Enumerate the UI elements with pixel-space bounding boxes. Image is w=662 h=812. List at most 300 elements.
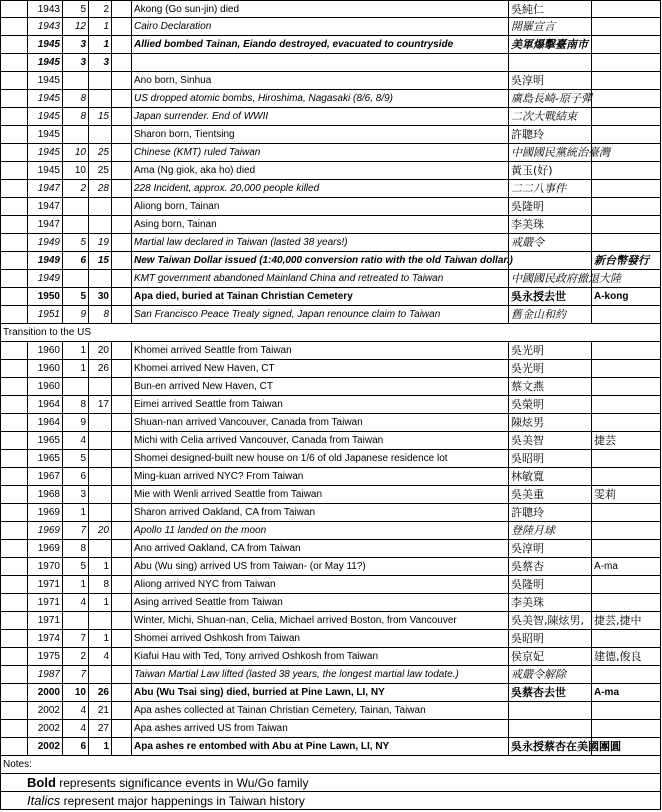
day-cell <box>89 414 112 432</box>
year-cell: 1943 <box>28 18 63 36</box>
blank-cell <box>112 360 132 378</box>
blank-cell <box>112 576 132 594</box>
chinese-name-cell: 舊金山和約 <box>509 306 592 324</box>
blank-cell <box>112 288 132 306</box>
table-row <box>0 324 662 342</box>
day-cell: 19 <box>89 234 112 252</box>
italic-keyword: Italics <box>27 793 61 808</box>
day-cell: 2 <box>89 0 112 18</box>
italic-legend-text: represent major happenings in Taiwan history <box>60 794 305 808</box>
chinese-name-cell: 黃玉(好) <box>509 162 592 180</box>
extra-note-cell: A-kong <box>592 288 661 306</box>
event-cell: Aliong born, Tainan <box>132 198 509 216</box>
year-cell: 1960 <box>28 342 63 360</box>
event-cell <box>132 54 509 72</box>
table-row <box>0 432 662 450</box>
extra-note-cell <box>592 306 661 324</box>
blank-cell <box>112 522 132 540</box>
year-cell: 1969 <box>28 504 63 522</box>
event-cell: Sharon arrived Oakland, CA from Taiwan <box>132 504 509 522</box>
chinese-name-cell: 戒嚴令解除 <box>509 666 592 684</box>
chinese-name-cell: 吳昭明 <box>509 630 592 648</box>
table-row <box>0 216 662 234</box>
chinese-name-cell: 許聰玲 <box>509 126 592 144</box>
event-cell: Winter, Michi, Shuan-nan, Celia, Michael arrived Boston, from Vancouver <box>132 612 509 630</box>
year-cell: 1965 <box>28 432 63 450</box>
table-row <box>0 576 662 594</box>
extra-note-cell: 捷芸,捷中 <box>592 612 661 630</box>
blank-cell <box>112 54 132 72</box>
month-cell <box>63 72 89 90</box>
year-cell: 1971 <box>28 594 63 612</box>
day-cell <box>89 378 112 396</box>
month-cell <box>63 216 89 234</box>
blank-cell <box>0 54 28 72</box>
year-cell: 1947 <box>28 216 63 234</box>
year-cell: 1945 <box>28 72 63 90</box>
extra-note-cell: 新台幣發行 <box>592 252 661 270</box>
day-cell: 20 <box>89 522 112 540</box>
blank-cell <box>0 378 28 396</box>
blank-cell <box>0 720 28 738</box>
blank-cell <box>112 378 132 396</box>
year-cell: 2000 <box>28 684 63 702</box>
event-cell: Apa ashes re entombed with Abu at Pine Lawn, LI, NY <box>132 738 509 756</box>
chinese-name-cell: 吳蔡杏 <box>509 558 592 576</box>
chinese-name-cell: 吳蔡杏去世 <box>509 684 592 702</box>
chinese-name-cell: 吳光明 <box>509 342 592 360</box>
month-cell <box>63 612 89 630</box>
blank-cell <box>112 180 132 198</box>
day-cell <box>89 540 112 558</box>
day-cell <box>89 450 112 468</box>
blank-cell <box>0 234 28 252</box>
year-cell: 1951 <box>28 306 63 324</box>
blank-cell <box>0 270 28 288</box>
blank-cell <box>0 144 28 162</box>
event-cell: Apa ashes collected at Tainan Christian Cemetery, Tainan, Taiwan <box>132 702 509 720</box>
extra-note-cell <box>592 738 661 756</box>
month-cell: 6 <box>63 252 89 270</box>
table-row <box>0 486 662 504</box>
blank-cell <box>0 252 28 270</box>
blank-cell <box>0 360 28 378</box>
notes-label: Notes: <box>0 756 661 774</box>
year-cell: 1945 <box>28 90 63 108</box>
table-row <box>0 0 662 18</box>
year-cell: 1945 <box>28 108 63 126</box>
chinese-name-cell: 二二八事件 <box>509 180 592 198</box>
month-cell: 6 <box>63 738 89 756</box>
extra-note-cell: 雯莉 <box>592 486 661 504</box>
notes-cell <box>0 774 661 792</box>
table-row <box>0 720 662 738</box>
blank-cell <box>0 306 28 324</box>
chinese-name-cell: 吳榮明 <box>509 396 592 414</box>
chinese-name-cell: 吳美重 <box>509 486 592 504</box>
month-cell: 8 <box>63 540 89 558</box>
chinese-name-cell: 蔡文燕 <box>509 378 592 396</box>
year-cell: 1960 <box>28 378 63 396</box>
blank-cell <box>112 252 132 270</box>
blank-cell <box>112 486 132 504</box>
event-cell: Apa ashes arrived US from Taiwan <box>132 720 509 738</box>
month-cell: 10 <box>63 162 89 180</box>
extra-note-cell <box>592 666 661 684</box>
chinese-name-cell: 吳美智,陳炫男, <box>509 612 592 630</box>
year-cell: 1964 <box>28 414 63 432</box>
month-cell <box>63 270 89 288</box>
year-cell: 1950 <box>28 288 63 306</box>
event-cell: Abu (Wu Tsai sing) died, burried at Pine Lawn, LI, NY <box>132 684 509 702</box>
extra-note-cell <box>592 414 661 432</box>
event-cell: Eimei arrived Seattle from Taiwan <box>132 396 509 414</box>
event-cell: Japan surrender. End of WWII <box>132 108 509 126</box>
event-cell: KMT government abandoned Mainland China and retreated to Taiwan <box>132 270 509 288</box>
blank-cell <box>0 684 28 702</box>
blank-cell <box>0 342 28 360</box>
day-cell: 17 <box>89 396 112 414</box>
day-cell: 21 <box>89 702 112 720</box>
month-cell: 3 <box>63 486 89 504</box>
blank-cell <box>112 306 132 324</box>
extra-note-cell <box>592 36 661 54</box>
blank-cell <box>0 630 28 648</box>
table-row <box>0 396 662 414</box>
month-cell: 4 <box>63 432 89 450</box>
day-cell: 27 <box>89 720 112 738</box>
event-cell: Chinese (KMT) ruled Taiwan <box>132 144 509 162</box>
chinese-name-cell: 開羅宣言 <box>509 18 592 36</box>
year-cell: 1945 <box>28 54 63 72</box>
year-cell: 1960 <box>28 360 63 378</box>
blank-cell <box>112 630 132 648</box>
extra-note-cell <box>592 144 661 162</box>
chinese-name-cell: 侯京妃 <box>509 648 592 666</box>
blank-cell <box>112 558 132 576</box>
table-row <box>0 702 662 720</box>
chinese-name-cell: 戒嚴令 <box>509 234 592 252</box>
day-cell: 3 <box>89 54 112 72</box>
extra-note-cell <box>592 234 661 252</box>
day-cell <box>89 90 112 108</box>
blank-cell <box>0 162 28 180</box>
chinese-name-cell: 吳美智 <box>509 432 592 450</box>
chinese-name-cell: 廣島長崎-原子彈 <box>509 90 592 108</box>
month-cell: 8 <box>63 108 89 126</box>
extra-note-cell <box>592 630 661 648</box>
event-cell: Asing arrived Seattle from Taiwan <box>132 594 509 612</box>
extra-note-cell <box>592 540 661 558</box>
extra-note-cell <box>592 108 661 126</box>
table-row <box>0 648 662 666</box>
table-row <box>0 198 662 216</box>
year-cell: 1947 <box>28 198 63 216</box>
extra-note-cell <box>592 468 661 486</box>
month-cell: 8 <box>63 90 89 108</box>
blank-cell <box>112 702 132 720</box>
chinese-name-cell <box>509 702 592 720</box>
blank-cell <box>0 522 28 540</box>
month-cell: 3 <box>63 54 89 72</box>
blank-cell <box>112 414 132 432</box>
day-cell: 25 <box>89 144 112 162</box>
blank-cell <box>0 396 28 414</box>
extra-note-cell <box>592 360 661 378</box>
day-cell: 26 <box>89 360 112 378</box>
notes-row <box>0 774 662 792</box>
extra-note-cell <box>592 450 661 468</box>
blank-cell <box>0 468 28 486</box>
day-cell <box>89 612 112 630</box>
blank-cell <box>112 270 132 288</box>
event-cell: Abu (Wu sing) arrived US from Taiwan- (or May 11?) <box>132 558 509 576</box>
table-row <box>0 180 662 198</box>
table-row <box>0 144 662 162</box>
extra-note-cell <box>592 180 661 198</box>
year-cell: 1971 <box>28 576 63 594</box>
event-cell: Martial law declared in Taiwan (lasted 38 years!) <box>132 234 509 252</box>
event-cell: Ama (Ng giok, aka ho) died <box>132 162 509 180</box>
year-cell: 1943 <box>28 0 63 18</box>
blank-cell <box>0 90 28 108</box>
blank-cell <box>0 198 28 216</box>
day-cell: 1 <box>89 630 112 648</box>
day-cell <box>89 504 112 522</box>
blank-cell <box>112 342 132 360</box>
extra-note-cell <box>592 18 661 36</box>
year-cell: 1975 <box>28 648 63 666</box>
extra-note-cell <box>592 342 661 360</box>
chinese-name-cell <box>509 720 592 738</box>
month-cell: 2 <box>63 648 89 666</box>
table-row <box>0 360 662 378</box>
table-row <box>0 270 662 288</box>
event-cell: US dropped atomic bombs, Hiroshima, Nagasaki (8/6, 8/9) <box>132 90 509 108</box>
extra-note-cell <box>592 90 661 108</box>
extra-note-cell <box>592 378 661 396</box>
month-cell: 4 <box>63 594 89 612</box>
table-row <box>0 36 662 54</box>
month-cell <box>63 378 89 396</box>
chinese-name-cell: 陳炫男 <box>509 414 592 432</box>
day-cell: 1 <box>89 594 112 612</box>
table-row <box>0 234 662 252</box>
blank-cell <box>0 594 28 612</box>
year-cell: 1945 <box>28 162 63 180</box>
blank-cell <box>112 36 132 54</box>
day-cell: 30 <box>89 288 112 306</box>
blank-cell <box>0 432 28 450</box>
chinese-name-cell <box>509 54 592 72</box>
chinese-name-cell: 林敏寬 <box>509 468 592 486</box>
chinese-name-cell: 吳隆明 <box>509 576 592 594</box>
chinese-name-cell: 吳純仁 <box>509 0 592 18</box>
event-cell: Cairo Declaration <box>132 18 509 36</box>
day-cell: 15 <box>89 108 112 126</box>
chinese-name-cell: 中國國民政府撤退大陸 <box>509 270 592 288</box>
blank-cell <box>0 648 28 666</box>
event-cell: New Taiwan Dollar issued (1:40,000 conversion ratio with the old Taiwan dollar.) <box>132 252 509 270</box>
extra-note-cell <box>592 270 661 288</box>
month-cell: 6 <box>63 468 89 486</box>
table-row <box>0 306 662 324</box>
extra-note-cell <box>592 702 661 720</box>
month-cell: 1 <box>63 576 89 594</box>
year-cell: 1945 <box>28 36 63 54</box>
blank-cell <box>112 72 132 90</box>
day-cell: 8 <box>89 576 112 594</box>
event-cell: Apollo 11 landed on the moon <box>132 522 509 540</box>
day-cell: 26 <box>89 684 112 702</box>
table-row <box>0 504 662 522</box>
chinese-name-cell: 吳淳明 <box>509 540 592 558</box>
day-cell: 4 <box>89 648 112 666</box>
blank-cell <box>112 126 132 144</box>
year-cell: 1969 <box>28 540 63 558</box>
event-cell: Shomei designed-built new house on 1/6 of old Japanese residence lot <box>132 450 509 468</box>
chinese-name-cell: 吳昭明 <box>509 450 592 468</box>
year-cell: 1945 <box>28 126 63 144</box>
blank-cell <box>0 180 28 198</box>
year-cell: 1965 <box>28 450 63 468</box>
event-cell: Mie with Wenli arrived Seattle from Taiwan <box>132 486 509 504</box>
chinese-name-cell: 李美珠 <box>509 216 592 234</box>
year-cell: 1945 <box>28 144 63 162</box>
extra-note-cell <box>592 72 661 90</box>
extra-note-cell <box>592 126 661 144</box>
blank-cell <box>0 702 28 720</box>
blank-cell <box>112 18 132 36</box>
event-cell: Kiafui Hau with Ted, Tony arrived Oshkosh from Taiwan <box>132 648 509 666</box>
event-cell: Asing born, Tainan <box>132 216 509 234</box>
day-cell <box>89 468 112 486</box>
day-cell <box>89 666 112 684</box>
table-row <box>0 108 662 126</box>
year-cell: 1949 <box>28 234 63 252</box>
day-cell <box>89 270 112 288</box>
extra-note-cell <box>592 576 661 594</box>
extra-note-cell <box>592 522 661 540</box>
event-cell: Ano born, Sinhua <box>132 72 509 90</box>
event-cell: Shuan-nan arrived Vancouver, Canada from Taiwan <box>132 414 509 432</box>
blank-cell <box>0 108 28 126</box>
table-row <box>0 162 662 180</box>
blank-cell <box>112 234 132 252</box>
table-row <box>0 414 662 432</box>
blank-cell <box>112 216 132 234</box>
day-cell: 1 <box>89 18 112 36</box>
chinese-name-cell: 吳永授蔡杏在美國團圓 <box>509 738 592 756</box>
event-cell: Akong (Go sun-jin) died <box>132 0 509 18</box>
month-cell: 8 <box>63 396 89 414</box>
chinese-name-cell: 吳永授去世 <box>509 288 592 306</box>
blank-cell <box>0 450 28 468</box>
chinese-name-cell: 吳隆明 <box>509 198 592 216</box>
year-cell: 1971 <box>28 612 63 630</box>
table-row <box>0 18 662 36</box>
blank-cell <box>112 738 132 756</box>
year-cell: 1949 <box>28 252 63 270</box>
event-cell: Bun-en arrived New Haven, CT <box>132 378 509 396</box>
blank-cell <box>0 72 28 90</box>
chinese-name-cell: 許聰玲 <box>509 504 592 522</box>
extra-note-cell: A-ma <box>592 558 661 576</box>
event-cell: Khomei arrived Seattle from Taiwan <box>132 342 509 360</box>
year-cell: 2002 <box>28 702 63 720</box>
year-cell: 1987 <box>28 666 63 684</box>
table-row <box>0 666 662 684</box>
blank-cell <box>112 198 132 216</box>
blank-cell <box>0 666 28 684</box>
month-cell: 9 <box>63 414 89 432</box>
year-cell: 2002 <box>28 720 63 738</box>
chinese-name-cell: 吳光明 <box>509 360 592 378</box>
event-cell: Allied bombed Tainan, Eiando destroyed, evacuated to countryside <box>132 36 509 54</box>
year-cell: 1947 <box>28 180 63 198</box>
event-cell: 228 Incident, approx. 20,000 people killed <box>132 180 509 198</box>
chinese-name-cell: 美軍爆擊臺南市 <box>509 36 592 54</box>
event-cell: Ano arrived Oakland, CA from Taiwan <box>132 540 509 558</box>
blank-cell <box>0 576 28 594</box>
month-cell <box>63 198 89 216</box>
blank-cell <box>0 504 28 522</box>
blank-cell <box>112 594 132 612</box>
blank-cell <box>112 612 132 630</box>
extra-note-cell <box>592 720 661 738</box>
table-row <box>0 54 662 72</box>
month-cell: 12 <box>63 18 89 36</box>
month-cell: 7 <box>63 630 89 648</box>
month-cell: 10 <box>63 684 89 702</box>
extra-note-cell <box>592 162 661 180</box>
month-cell: 4 <box>63 720 89 738</box>
chinese-name-cell <box>509 252 592 270</box>
blank-cell <box>0 288 28 306</box>
table-row <box>0 126 662 144</box>
blank-cell <box>0 216 28 234</box>
table-row <box>0 288 662 306</box>
year-cell: 1970 <box>28 558 63 576</box>
blank-cell <box>112 540 132 558</box>
blank-cell <box>112 108 132 126</box>
event-cell: Michi with Celia arrived Vancouver, Canada from Taiwan <box>132 432 509 450</box>
notes-row <box>0 756 662 774</box>
extra-note-cell <box>592 396 661 414</box>
month-cell: 5 <box>63 558 89 576</box>
table-row <box>0 450 662 468</box>
month-cell: 5 <box>63 0 89 18</box>
month-cell: 10 <box>63 144 89 162</box>
month-cell <box>63 126 89 144</box>
blank-cell <box>112 432 132 450</box>
extra-note-cell <box>592 198 661 216</box>
blank-cell <box>0 0 28 18</box>
year-cell: 2002 <box>28 738 63 756</box>
month-cell: 4 <box>63 702 89 720</box>
notes-cell <box>0 792 661 810</box>
event-cell: Shomei arrived Oshkosh from Taiwan <box>132 630 509 648</box>
chinese-name-cell: 中國國民黨統治臺灣 <box>509 144 592 162</box>
blank-cell <box>112 504 132 522</box>
day-cell <box>89 216 112 234</box>
year-cell: 1969 <box>28 522 63 540</box>
year-cell: 1949 <box>28 270 63 288</box>
blank-cell <box>112 90 132 108</box>
day-cell: 20 <box>89 342 112 360</box>
blank-cell <box>112 720 132 738</box>
chinese-name-cell: 吳淳明 <box>509 72 592 90</box>
